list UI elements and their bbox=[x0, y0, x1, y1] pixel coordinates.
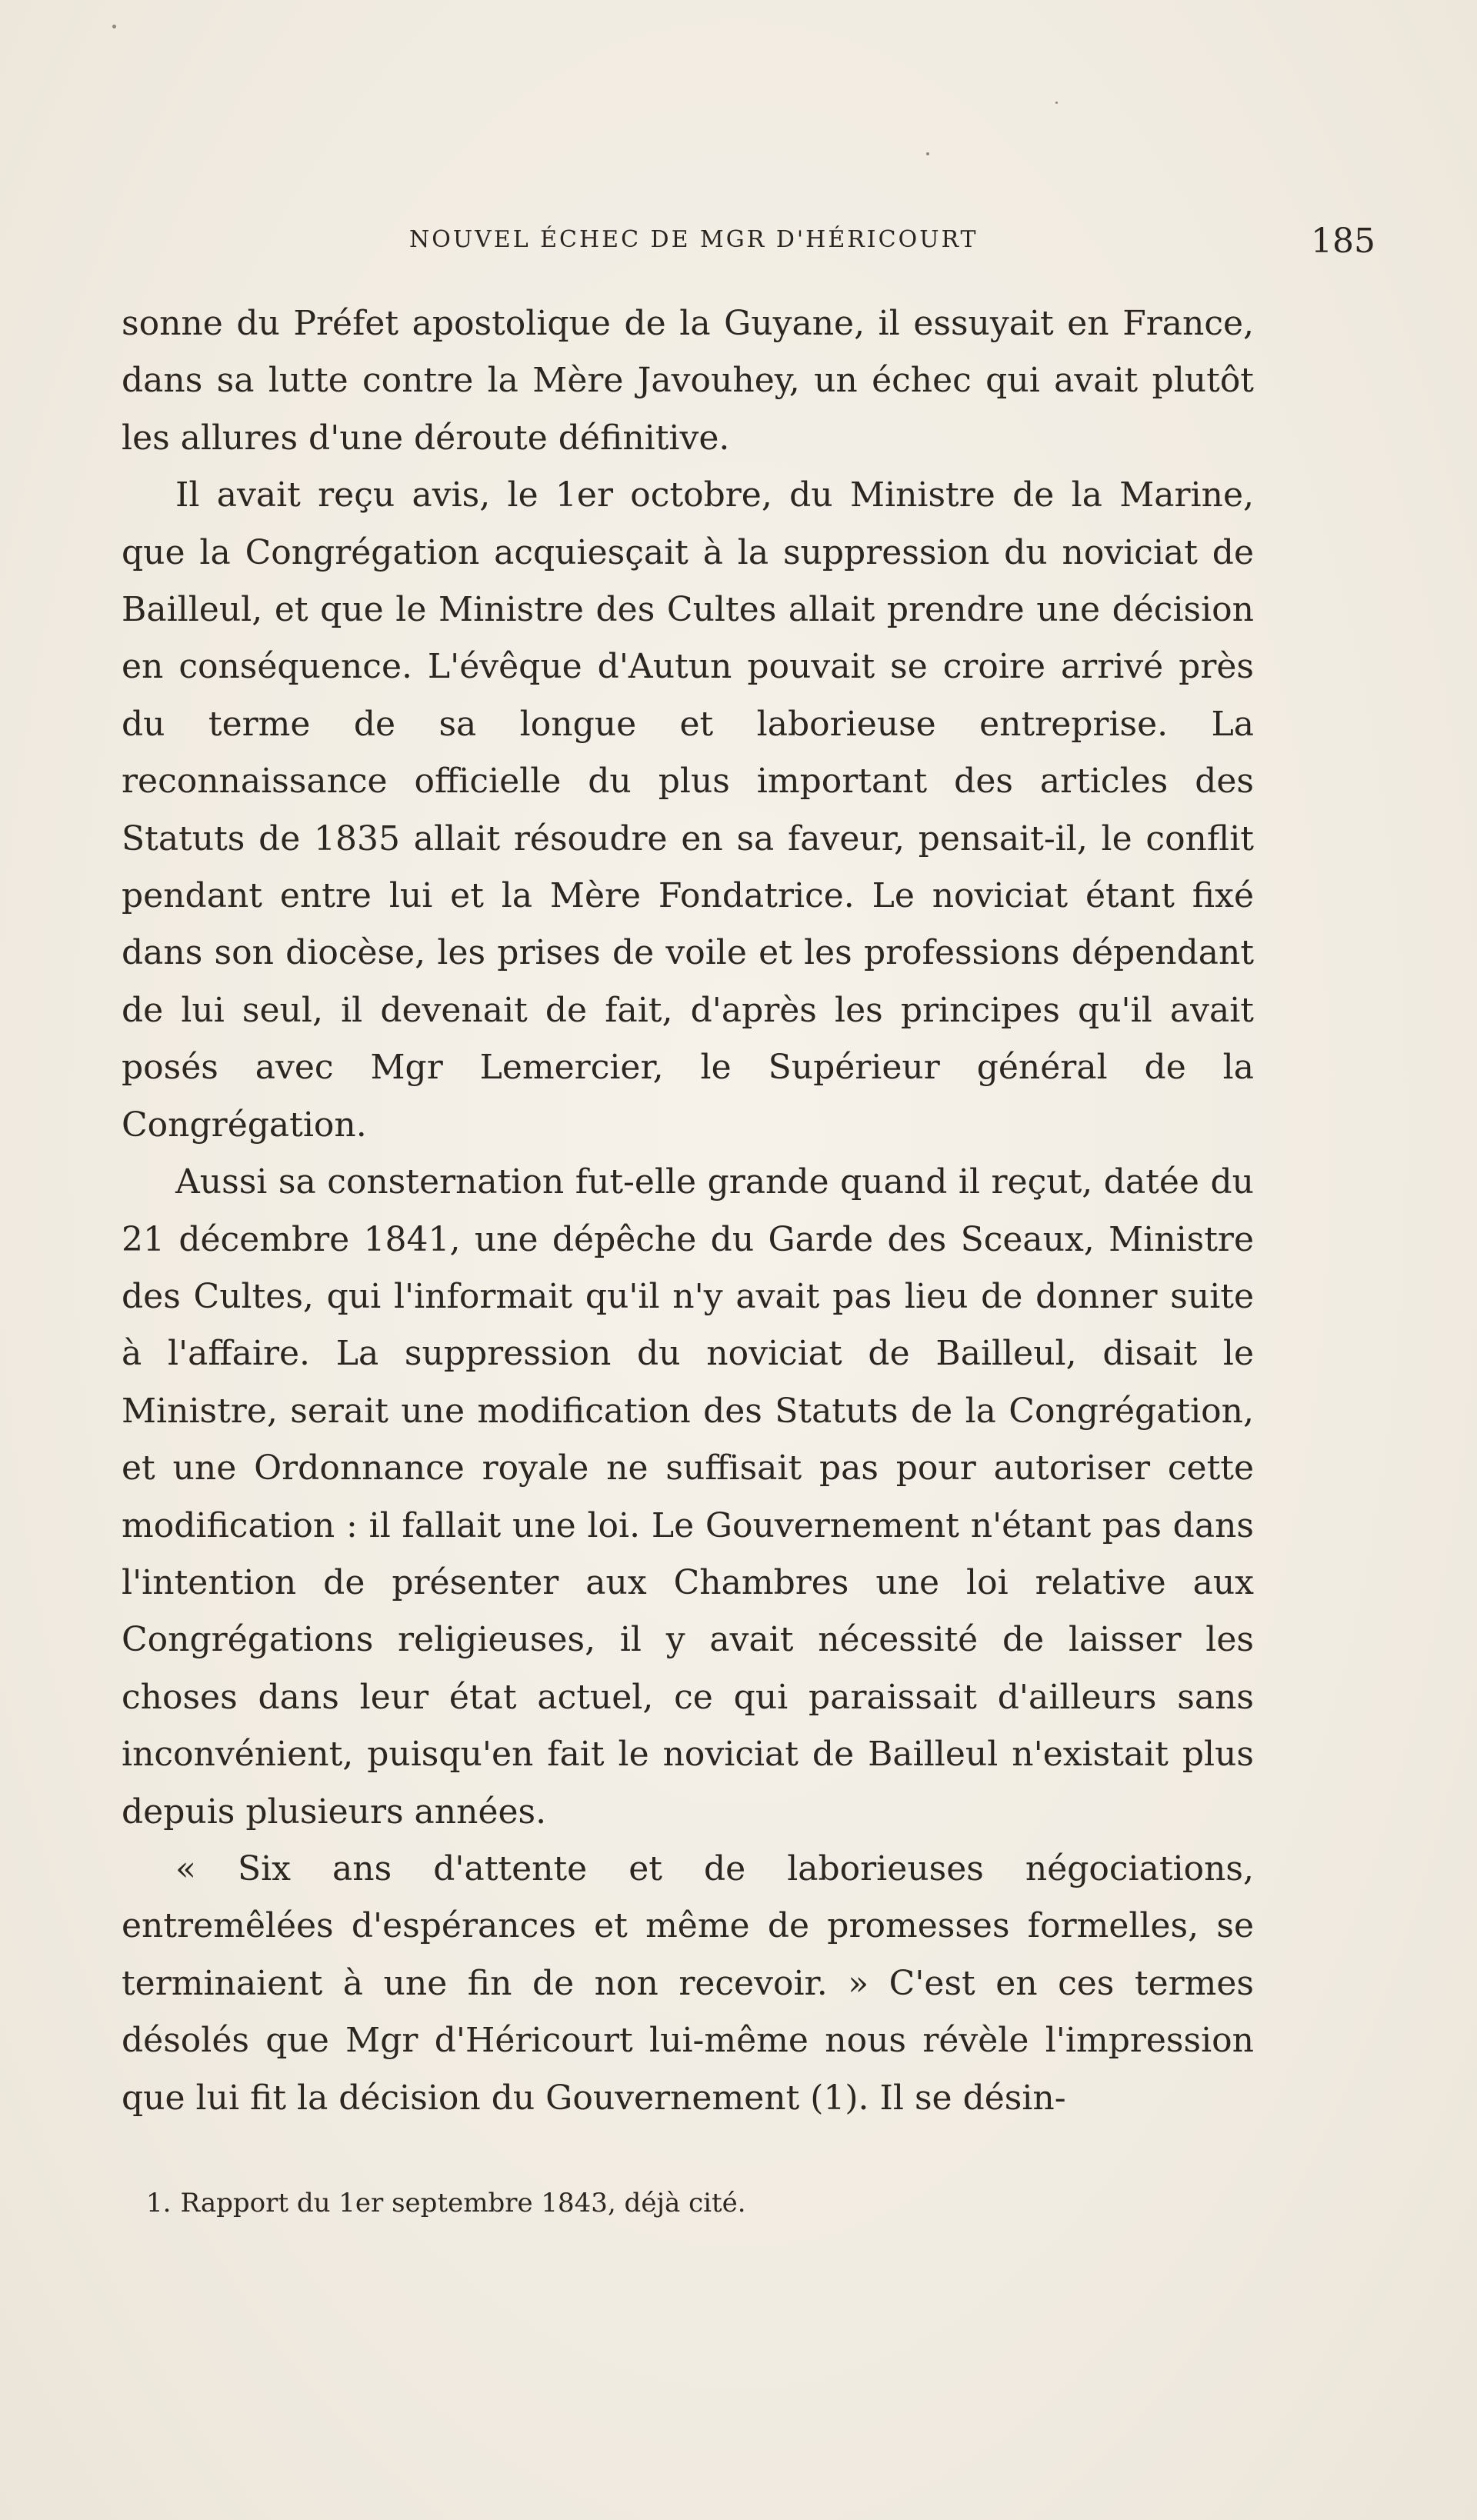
paper-speck bbox=[1055, 102, 1058, 104]
paper-speck bbox=[112, 25, 116, 28]
paragraph: sonne du Préfet apostolique de la Guyane, il essuyait en France, dans sa lutte contre la Mère Javouhey, un échec qui avait plutôt les allures d'une déroute définitive. bbox=[122, 304, 1254, 458]
footnote bbox=[146, 2185, 1223, 2222]
footnote-number: 1. bbox=[146, 2188, 172, 2218]
paper-speck bbox=[926, 152, 929, 155]
page-header bbox=[122, 222, 1375, 268]
page-number: 185 bbox=[1311, 222, 1375, 261]
running-title: NOUVEL ÉCHEC DE MGR D'HÉRICOURT bbox=[409, 226, 979, 253]
main-text bbox=[122, 295, 1254, 2127]
paragraph: « Six ans d'attente et de laborieuses négociations, entremêlées d'espérances et même de promesses formelles, se terminaient à une fin de non recevoir. » C'est en ces termes désolés que Mgr d'Héricourt lui-même nous révèle l'impression que lui fit la décision du Gouvernement (1). Il se désin- bbox=[122, 1848, 1254, 2118]
footnote-text: Rapport du 1er septembre 1843, déjà cité. bbox=[180, 2188, 746, 2218]
paragraph: Aussi sa consternation fut-elle grande quand il reçut, datée du 21 décembre 1841, une dépêche du Garde des Sceaux, Ministre des Cultes, qui l'informait qu'il n'y avait pas lieu de donner suite à l'affaire. La suppression du noviciat de Bailleul, disait le Ministre, serait une modification des Statuts de la Congrégation, et une Ordonnance royale ne suffisait pas pour autoriser cette modification : il fallait une loi. Le Gouvernement n'étant pas dans l'intention de présenter aux Chambres une loi relative aux Congrégations religieuses, il y avait nécessité de laisser les choses dans leur état actuel, ce qui paraissait d'ailleurs sans inconvénient, puisqu'en fait le noviciat de Bailleul n'existait plus depuis plusieurs années. bbox=[122, 1162, 1254, 1832]
paragraph: Il avait reçu avis, le 1er octobre, du Ministre de la Marine, que la Congrégation acquiesçait à la suppression du noviciat de Bailleul, et que le Ministre des Cultes allait prendre une décision en conséquence. L'évêque d'Autun pouvait se croire arrivé près du terme de sa longue et laborieuse entreprise. La reconnaissance officielle du plus important des articles des Statuts de 1835 allait résoudre en sa faveur, pensait-il, le conflit pendant entre lui et la Mère Fondatrice. Le noviciat étant fixé dans son diocèse, les prises de voile et les professions dépendant de lui seul, il devenait de fait, d'après les principes qu'il avait posés avec Mgr Lemercier, le Supérieur général de la Congrégation. bbox=[122, 475, 1254, 1145]
